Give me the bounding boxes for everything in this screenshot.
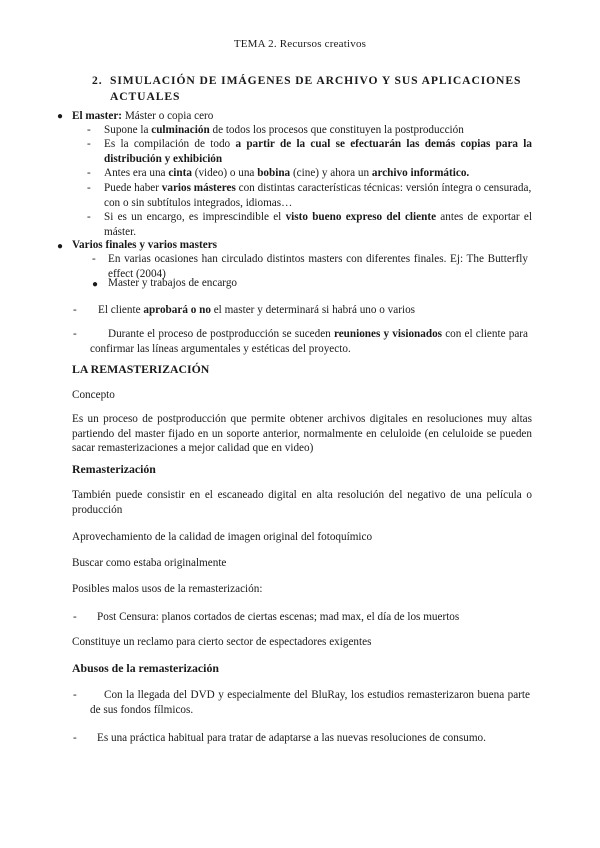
dash-icon: -	[92, 253, 96, 265]
dash-icon: -	[87, 211, 91, 223]
bullet-icon: ●	[57, 111, 64, 122]
remaster-definition: Es un proceso de postproducción que permite obtener archivos digitales en resoluciones muy altas partiendo del master fijado en un soporte anterior, normalmente en celuloide (en celuloide se pueden sacar remasterizaciones a mejor calidad que en video)	[72, 413, 532, 454]
finales-item-2: Master y trabajos de encargo	[108, 277, 238, 289]
bullet-icon: ●	[92, 279, 99, 290]
dash-icon: -	[73, 732, 77, 744]
dash-icon: -	[73, 328, 77, 340]
section-number: 2.	[92, 74, 103, 87]
master-desc: Máster o copia cero	[122, 110, 214, 122]
section-title-line2: ACTUALES	[110, 90, 181, 103]
remaster-paragraph-4: Posibles malos usos de la remasterización:	[72, 583, 263, 595]
remaster-paragraph-1: También puede consistir en el escaneado digital en alta resolución del negativo de una película o producción	[72, 489, 532, 516]
finales-item-1: En varias ocasiones han circulado distintos masters con diferentes finales. Ej: The Butterfly effect (2004)	[108, 253, 528, 280]
dash-icon: -	[87, 124, 91, 136]
finales-label: Varios finales y varios masters	[72, 239, 218, 251]
abusos-item-2: Es una práctica habitual para tratar de adaptarse a las nuevas resoluciones de consumo.	[97, 732, 486, 744]
master-item-4: Puede haber varios másteres con distintas características técnicas: versión íntegra o censurada, con o sin subtítulos integrados, idiomas…	[104, 182, 532, 209]
section-title-line1: SIMULACIÓN DE IMÁGENES DE ARCHIVO Y SUS APLICACIONES	[110, 74, 522, 87]
dash-icon: -	[73, 689, 77, 701]
remaster-paragraph-6: Constituye un reclamo para cierto sector de espectadores exigentes	[72, 636, 372, 648]
master-item-3: Antes era una cinta (video) o una bobina (cine) y ahora un archivo informático.	[104, 167, 470, 179]
master-bullet	[72, 109, 532, 124]
dash-icon: -	[87, 138, 91, 150]
dash-icon: -	[87, 167, 91, 179]
abusos-item-1: Con la llegada del DVD y especialmente del BluRay, los estudios remasterizaron buena parte de sus fondos fílmicos.	[90, 689, 530, 716]
remaster-paragraph-2: Aprovechamiento de la calidad de imagen original del fotoquímico	[72, 531, 373, 543]
remaster-subheading: Remasterización	[72, 462, 156, 476]
proceso-item: Durante el proceso de postproducción se suceden reuniones y visionados con el cliente para confirmar las líneas argumentales y estéticas del proyecto.	[90, 328, 528, 355]
master-item-5: Si es un encargo, es imprescindible el visto bueno expreso del cliente antes de exportar el máster.	[104, 211, 532, 238]
bullet-icon: ●	[57, 241, 64, 252]
abusos-heading: Abusos de la remasterización	[72, 661, 219, 675]
master-item-1: Supone la culminación de todos los procesos que constituyen la postproducción	[104, 124, 464, 136]
finales-bullet	[72, 238, 532, 253]
remaster-paragraph-5: Post Censura: planos cortados de ciertas escenas; mad max, el día de los muertos	[97, 611, 460, 623]
dash-icon: -	[87, 182, 91, 194]
master-item-2: Es la compilación de todo a partir de la cual se efectuarán las demás copias para la distribución y exhibición	[104, 138, 532, 165]
remaster-heading: LA REMASTERIZACIÓN	[72, 362, 210, 376]
cliente-item: El cliente aprobará o no el master y determinará si habrá uno o varios	[98, 304, 416, 316]
concepto-label: Concepto	[72, 389, 115, 401]
dash-icon: -	[73, 611, 77, 623]
dash-icon: -	[73, 304, 77, 316]
master-label: El master:	[72, 110, 123, 122]
page-header: TEMA 2. Recursos creativos	[233, 38, 367, 50]
section-title	[92, 73, 532, 105]
remaster-paragraph-3: Buscar como estaba originalmente	[72, 557, 227, 569]
